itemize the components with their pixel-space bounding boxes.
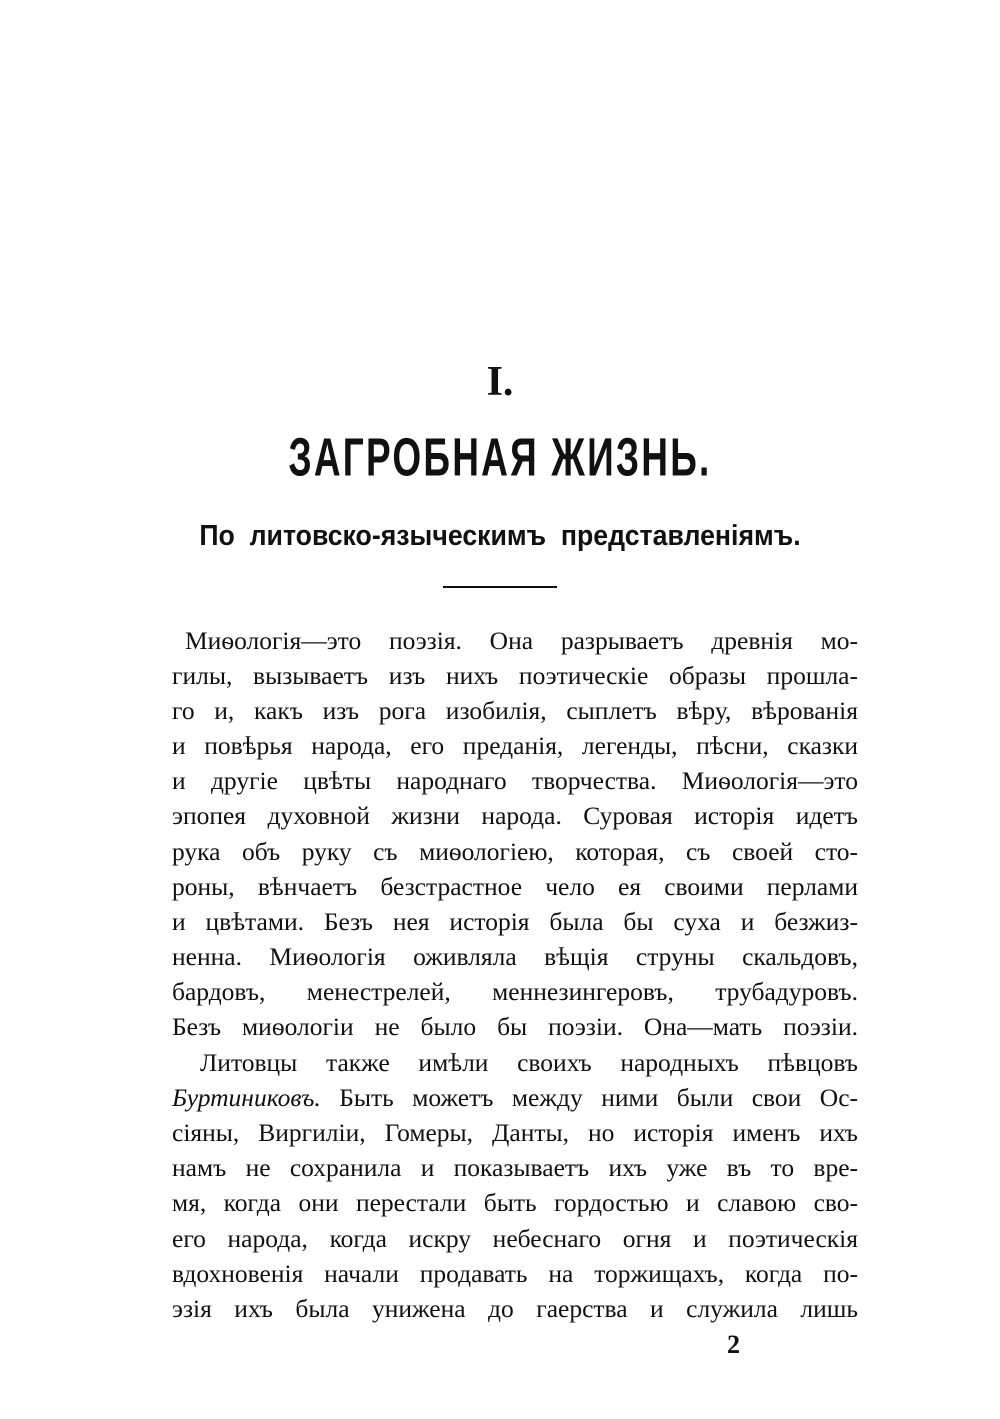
body-line: и цвѣтами. Безъ нея исторія была бы суха и безжиз- xyxy=(172,907,858,936)
italic-term: Буртиниковъ. xyxy=(172,1083,321,1112)
body-line: сіяны, Виргиліи, Гомеры, Данты, но исторія именъ ихъ xyxy=(172,1118,858,1147)
body-line: гилы, вызываетъ изъ нихъ поэтическіе образы прошла- xyxy=(172,661,858,690)
body-line: Литовцы также имѣли своихъ народныхъ пѣвцовъ xyxy=(200,1048,858,1077)
body-line: бардовъ, менестрелей, меннезингеровъ, трубадуровъ. xyxy=(172,977,858,1006)
body-line: Безъ миѳологіи не было бы поэзіи. Она—мать поэзіи. xyxy=(172,1012,858,1041)
body-line: рука объ руку съ миѳологіею, которая, съ своей сто- xyxy=(172,837,858,866)
chapter-title: ЗАГРОБНАЯ ЖИЗНЬ. xyxy=(288,426,712,488)
body-line: и повѣрья народа, его преданія, легенды, пѣсни, сказки xyxy=(172,731,858,760)
body-line: и другіе цвѣты народнаго творчества. Миѳологія—это xyxy=(172,766,858,795)
body-line: эзія ихъ была унижена до гаерства и служила лишь xyxy=(172,1294,858,1323)
body-line: Миѳологія—это поэзія. Она разрываетъ древнія мо- xyxy=(185,626,858,655)
body-line: намъ не сохранила и показываетъ ихъ уже въ то вре- xyxy=(172,1153,858,1182)
body-line: го и, какъ изъ рога изобилія, сыплетъ вѣру, вѣрованія xyxy=(172,696,858,725)
body-line: ненна. Миѳологія оживляла вѣщія струны скальдовъ, xyxy=(172,942,858,971)
divider-rule xyxy=(443,586,557,588)
body-line: роны, вѣнчаетъ безстрастное чело ея своими перлами xyxy=(172,872,858,901)
chapter-number: I. xyxy=(486,359,514,405)
page-number: 2 xyxy=(727,1330,740,1359)
chapter-subtitle: По литовско-языческимъ представленіямъ. xyxy=(199,520,801,552)
body-line: мя, когда они перестали быть гордостью и славою сво- xyxy=(172,1188,858,1217)
body-line: его народа, когда искру небеснаго огня и поэтическія xyxy=(172,1224,858,1253)
body-line: эпопея духовной жизни народа. Суровая исторія идетъ xyxy=(172,801,858,830)
body-line: Буртиниковъ. Быть можетъ между ними были свои Ос- xyxy=(172,1083,859,1112)
body-line: вдохновенія начали продавать на торжищахъ, когда по- xyxy=(172,1259,858,1288)
